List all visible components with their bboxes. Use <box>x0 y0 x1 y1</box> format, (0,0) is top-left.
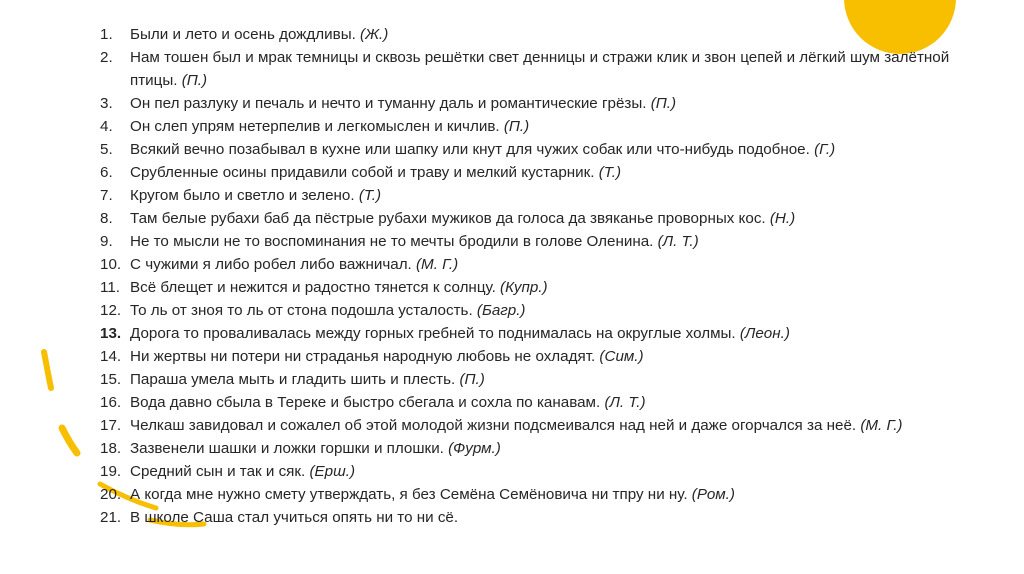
list-item <box>100 115 1000 138</box>
author-abbreviation: (Ерш.) <box>309 463 356 480</box>
list-item <box>100 437 1000 460</box>
list-item <box>100 161 1000 184</box>
item-text <box>130 46 1000 92</box>
item-text <box>130 276 1000 299</box>
sentence-text: Средний сын и так и сяк. <box>130 463 310 480</box>
sentence-text: Срубленные осины придавили собой и траву и мелкий кустарник. <box>130 164 599 181</box>
item-text <box>130 460 1000 483</box>
item-text <box>130 391 1000 414</box>
sentence-text: Дорога то проваливалась между горных гребней то поднималась на округлые холмы. <box>130 325 740 342</box>
sentence-text: Кругом было и светло и зелено. <box>130 187 359 204</box>
item-number: 21. <box>100 509 122 526</box>
list-item <box>100 460 1000 483</box>
list-item <box>100 414 1000 437</box>
sentence-text: Нам тошен был и мрак темницы и сквозь решётки свет денницы и стражи клик и звон цепей и лёгкий шум залётной птицы. <box>130 49 950 89</box>
author-abbreviation: (П.) <box>650 95 677 112</box>
list-item <box>100 506 1000 529</box>
item-number: 5. <box>100 141 113 158</box>
item-number: 8. <box>100 210 113 227</box>
item-text <box>130 483 1000 506</box>
sentence-text: Он слеп упрям нетерпелив и легкомыслен и кичлив. <box>130 118 504 135</box>
item-text <box>130 506 1000 529</box>
item-number: 9. <box>100 233 113 250</box>
author-abbreviation: (Г.) <box>814 141 836 158</box>
item-number: 12. <box>100 302 122 319</box>
list-item <box>100 391 1000 414</box>
list-item <box>100 276 1000 299</box>
list-item <box>100 322 1000 345</box>
sentence-text: Вода давно сбыла в Тереке и быстро сбегала и сохла по канавам. <box>130 394 605 411</box>
list-item <box>100 138 1000 161</box>
brush-stroke-upper <box>44 352 51 388</box>
sentence-text: Ни жертвы ни потери ни страданья народную любовь не охладят. <box>130 348 600 365</box>
list-item <box>100 207 1000 230</box>
sentence-text: А когда мне нужно смету утверждать, я без Семёна Семёновича ни тпру ни ну. <box>130 486 692 503</box>
item-text <box>130 253 1000 276</box>
item-number: 14. <box>100 348 122 365</box>
author-abbreviation: (Н.) <box>769 210 796 227</box>
author-abbreviation: (Фурм.) <box>448 440 501 457</box>
list-item <box>100 92 1000 115</box>
author-abbreviation: (Купр.) <box>500 279 548 296</box>
list-item <box>100 184 1000 207</box>
author-abbreviation: (Л. Т.) <box>604 394 646 411</box>
brush-stroke-middle <box>62 428 77 453</box>
author-abbreviation: (М. Г.) <box>860 417 903 434</box>
item-text <box>130 161 1000 184</box>
author-abbreviation: (Т.) <box>598 164 621 181</box>
item-number: 19. <box>100 463 122 480</box>
item-number: 15. <box>100 371 122 388</box>
sentence-text: Там белые рубахи баб да пёстрые рубахи мужиков да голоса да звяканье проворных кос. <box>130 210 770 227</box>
item-text <box>130 437 1000 460</box>
author-abbreviation: (П.) <box>459 371 485 388</box>
sentence-text: То ль от зноя то ль от стона подошла усталость. <box>130 302 477 319</box>
list-item <box>100 253 1000 276</box>
author-abbreviation: (П.) <box>503 118 530 135</box>
author-abbreviation: (Ж.) <box>360 26 389 43</box>
sentence-text: Он пел разлуку и печаль и нечто и туманну даль и романтические грёзы. <box>130 95 651 112</box>
item-number: 16. <box>100 394 122 411</box>
item-text <box>130 138 1000 161</box>
sentence-text: Были и лето и осень дождливы. <box>130 26 361 43</box>
list-item <box>100 345 1000 368</box>
item-text <box>130 115 1000 138</box>
sentence-text: Не то мысли не то воспоминания не то мечты бродили в голове Оленина. <box>130 233 658 250</box>
item-number: 17. <box>100 417 122 434</box>
item-number: 4. <box>100 118 113 135</box>
sentence-list <box>100 23 1000 529</box>
item-text <box>130 414 1000 437</box>
list-item <box>100 230 1000 253</box>
item-number: 1. <box>100 26 113 43</box>
item-text <box>130 368 1000 391</box>
item-number: 6. <box>100 164 113 181</box>
author-abbreviation: (Л. Т.) <box>657 233 699 250</box>
item-number: 13. <box>100 325 122 342</box>
sentence-text: Зазвенели шашки и ложки горшки и плошки. <box>130 440 449 457</box>
sentence-text: Всякий вечно позабывал в кухне или шапку или кнут для чужих собак или что-нибудь подобное. <box>130 141 815 158</box>
item-text <box>130 207 1000 230</box>
item-number: 7. <box>100 187 113 204</box>
author-abbreviation: (Сим.) <box>599 348 644 365</box>
author-abbreviation: (Ром.) <box>691 486 735 503</box>
item-text <box>130 299 1000 322</box>
item-text <box>130 230 1000 253</box>
list-item <box>100 483 1000 506</box>
author-abbreviation: (Леон.) <box>739 325 790 342</box>
item-number: 11. <box>100 279 120 296</box>
item-number: 10. <box>100 256 122 273</box>
item-text <box>130 345 1000 368</box>
item-text <box>130 92 1000 115</box>
item-text <box>130 322 1000 345</box>
item-number: 3. <box>100 95 113 112</box>
sentence-text: Всё блещет и нежится и радостно тянется к солнцу. <box>130 279 501 296</box>
sentence-text: С чужими я либо робел либо важничал. <box>130 256 416 273</box>
author-abbreviation: (М. Г.) <box>416 256 459 273</box>
item-text <box>130 23 1000 46</box>
author-abbreviation: (Багр.) <box>476 302 526 319</box>
item-text <box>130 184 1000 207</box>
list-item <box>100 23 1000 46</box>
list-item <box>100 368 1000 391</box>
list-item <box>100 299 1000 322</box>
item-number: 18. <box>100 440 122 457</box>
sentence-text: В школе Саша стал учиться опять ни то ни сё. <box>130 509 459 526</box>
sentence-text: Челкаш завидовал и сожалел об этой молодой жизни подсмеивался над ней и даже огорчался за неё. <box>130 417 861 434</box>
author-abbreviation: (Т.) <box>358 187 382 204</box>
item-number: 2. <box>100 49 113 66</box>
list-item <box>100 46 1000 92</box>
sentence-text: Параша умела мыть и гладить шить и плесть. <box>130 371 460 388</box>
author-abbreviation: (П.) <box>181 72 208 89</box>
item-number: 20. <box>100 486 122 503</box>
